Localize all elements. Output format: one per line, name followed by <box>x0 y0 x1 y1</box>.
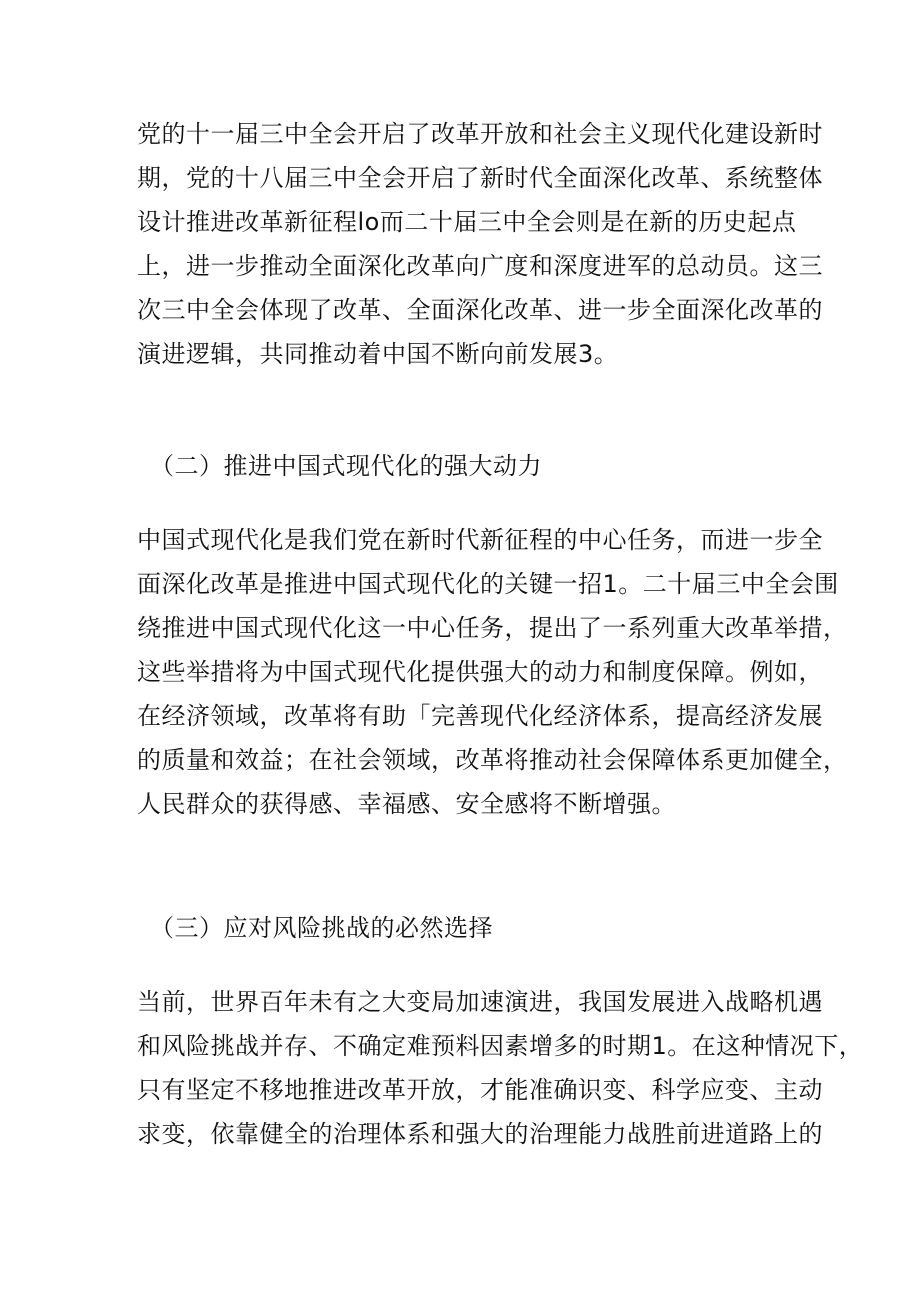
paragraph-line: 面深化改革是推进中国式现代化的关键一招1。二十届三中全会围 <box>137 570 839 598</box>
paragraph-risk-challenges <box>137 980 864 1156</box>
paragraph-line: 人民群众的获得感、幸福感、安全感将不断增强。 <box>137 790 676 818</box>
paragraph-line: 在经济领域，改革将有助「完善现代化经济体系，提高经济发展 <box>137 702 823 730</box>
paragraph-line: 的质量和效益；在社会领域，改革将推动社会保障体系更加健全， <box>137 746 848 774</box>
paragraph-line: 演进逻辑，共同推动着中国不断向前发展3。 <box>137 340 619 368</box>
paragraph-line: 只有坚定不移地推进改革开放，才能准确识变、科学应变、主动 <box>137 1076 823 1104</box>
paragraph-line: 设计推进改革新征程lo而二十届三中全会则是在新的历史起点 <box>137 208 797 236</box>
paragraph-modernization <box>137 518 848 826</box>
section-heading-2: （二）推进中国式现代化的强大动力 <box>150 452 542 480</box>
paragraph-line: 绕推进中国式现代化这一中心任务，提出了一系列重大改革举措， <box>137 614 848 642</box>
paragraph-line: 和风险挑战并存、不确定难预料因素增多的时期1。在这种情况下， <box>137 1032 864 1060</box>
paragraph-line: 期，党的十八届三中全会开启了新时代全面深化改革、系统整体 <box>137 164 823 192</box>
paragraph-line: 上，进一步推动全面深化改革向广度和深度进军的总动员。这三 <box>137 252 823 280</box>
paragraph-line: 这些举措将为中国式现代化提供强大的动力和制度保障。例如， <box>137 658 823 686</box>
paragraph-reform-history <box>137 112 823 376</box>
section-heading-3: （三）应对风险挑战的必然选择 <box>150 914 493 942</box>
paragraph-line: 中国式现代化是我们党在新时代新征程的中心任务，而进一步全 <box>137 526 823 554</box>
paragraph-line: 求变，依靠健全的治理体系和强大的治理能力战胜前进道路上的 <box>137 1120 823 1148</box>
paragraph-line: 次三中全会体现了改革、全面深化改革、进一步全面深化改革的 <box>137 296 823 324</box>
paragraph-line: 当前，世界百年未有之大变局加速演进，我国发展进入战略机遇 <box>137 988 823 1016</box>
paragraph-line: 党的十一届三中全会开启了改革开放和社会主义现代化建设新时 <box>137 120 823 148</box>
